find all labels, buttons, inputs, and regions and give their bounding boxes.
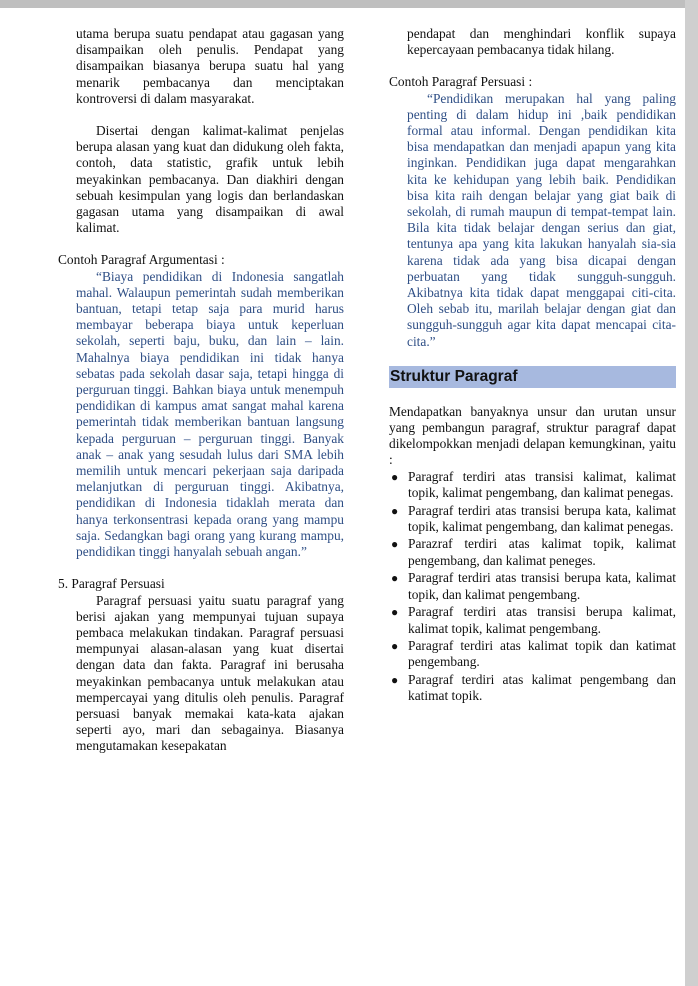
persuasi-heading: 5. Paragraf Persuasi bbox=[58, 576, 165, 592]
right-column bbox=[389, 26, 676, 706]
list-item: ● Paragraf terdiri atas transisi berupa kata, kalimat topik, kalimat pengembang, dan kalimat penegas. bbox=[391, 502, 676, 534]
bullet-icon: ● bbox=[391, 605, 399, 620]
bullet-icon: ● bbox=[391, 537, 399, 552]
list-item: ● Paragraf terdiri atas kalimat pengembang dan katimat topik. bbox=[391, 672, 676, 704]
list-item: ● Paragraf terdiri atas transisi berupa kata, kalimat topik, dan kalimat pengembang. bbox=[391, 570, 676, 602]
intro-paragraph: utama berupa suatu pendapat atau gagasan yang disampaikan oleh penulis. Pendapat yang disampaikan biasanya berupa suatu hal yang menarik pembacanya dan menciptakan kontroversi di dalam masyarakat. bbox=[76, 26, 344, 106]
list-item: ● Paragraf terdiri atas transisi kalimat, kalimat topik, kalimat pengembang, dan kalimat penegas. bbox=[391, 468, 676, 500]
example-argumentasi-label: Contoh Paragraf Argumentasi : bbox=[58, 252, 225, 268]
structure-intro-paragraph: Mendapatkan banyaknya unsur dan urutan unsur yang pembangun paragraf, struktur paragraf dapat dikelompokkan menjadi delapan kemungkinan, yaitu : bbox=[389, 403, 676, 468]
bullet-icon: ● bbox=[391, 639, 399, 654]
bullet-icon: ● bbox=[391, 469, 399, 484]
bullet-icon: ● bbox=[391, 571, 399, 586]
page-top-edge bbox=[0, 0, 685, 8]
list-item: ● Parazraf terdiri atas kalimat topik, kalimat pengembang, dan kalimat peneges. bbox=[391, 536, 676, 568]
supporting-sentences-paragraph: Disertai dengan kalimat-kalimat penjelas berupa alasan yang kuat dan didukung oleh fakta, contoh, data statistic, grafik untuk lebih meyakinkan pembacanya. Dan diakhiri dengan sebuah kesimpulan yang logis dan berlandaskan gagasan utama yang disampaikan di awal kalimat. bbox=[76, 123, 344, 236]
list-item: ● Paragraf terdiri atas transisi berupa kalimat, kalimat topik, kalimat pengembang. bbox=[391, 604, 676, 636]
example-persuasi-text: “Pendidikan merupakan hal yang paling penting di dalam hidup ini ,baik pendidikan formal atau informal. Dengan pendidikan kita bisa mendapatkan dan menjadi apapun yang kita inginkan. Pendidikan juga dapat mengarahkan kita ke kehidupan yang lebih baik. Pendidikan bisa kita raih dengan belajar yang giat baik di sekolah, di rumah maupun di tempat-tempat lain. Bila kita tidak belajar dengan serius dan giat, tentunya apa yang kita lakukan hanyalah sia-sia karena tidak ada yang bisa dicapai dengan perbuatan yang tidak sungguh-sungguh. Akibatnya kita tidak dapat menggapai citi-cita. Oleh sebab itu, marilah belajar dengan giat dan sungguh-sungguh agar kita dapat mencapai cita-cita.” bbox=[407, 90, 676, 349]
section-title-struktur-paragraf: Struktur Paragraf bbox=[389, 366, 676, 388]
list-item: ● Paragraf terdiri atas kalimat topik dan katimat pengembang. bbox=[391, 638, 676, 670]
bullet-icon: ● bbox=[391, 503, 399, 518]
continuation-paragraph: pendapat dan menghindari konflik supaya kepercayaan pembacanya tidak hilang. bbox=[407, 26, 676, 58]
example-argumentasi-text: “Biaya pendidikan di Indonesia sangatlah mahal. Walaupun pemerintah sudah memberikan bantuan, tetapi tetap saja para murid harus membayar beberapa biaya untuk keperluan sekolah, seperti baju, buku, dan lain – lain. Mahalnya biaya pendidikan ini tidak hanya sebatas pada sekolah dasar saja, tetapi hingga di perguruan tinggi. Bahkan biaya untuk menempuh pendidikan di kampus amat sangat mahal karena pemerintah tidak memberikan bantuan langsung kepada perguruan – perguruan tinggi. Banyak anak – anak yang sesudah lulus dari SMA lebih memilih untuk mencari pekerjaan saja daripada melanjutkan di perguruan tinggi. Akibatnya, pendidikan di Indonesia tidaklah merata dan hanya terkonsentrasi kepada orang yang mampu saja. Sedangkan bagi orang yang kurang mampu, pendidikan tinggi hanyalah sebuah angan.” bbox=[76, 268, 344, 560]
persuasi-paragraph: Paragraf persuasi yaitu suatu paragraf yang berisi ajakan yang mempunyai tujuan supaya pembaca melakukan tindakan. Paragraf persuasi mempunyai alasan-alasan yang kuat disertai dengan data dan fakta. Paragraf ini berusaha meyakinkan pembacanya untuk melakukan atau mempercayai yang ditulis oleh penulis. Paragraf persuasi banyak memakai kata-kata ajakan seperti ayo, mari dan sebagainya. Biasanya mengutamakan kesepakatan bbox=[76, 592, 344, 754]
window-right-edge bbox=[685, 0, 698, 986]
example-persuasi-label: Contoh Paragraf Persuasi : bbox=[389, 74, 533, 90]
bullet-icon: ● bbox=[391, 673, 399, 688]
left-column bbox=[58, 26, 344, 755]
structure-list bbox=[389, 469, 676, 705]
